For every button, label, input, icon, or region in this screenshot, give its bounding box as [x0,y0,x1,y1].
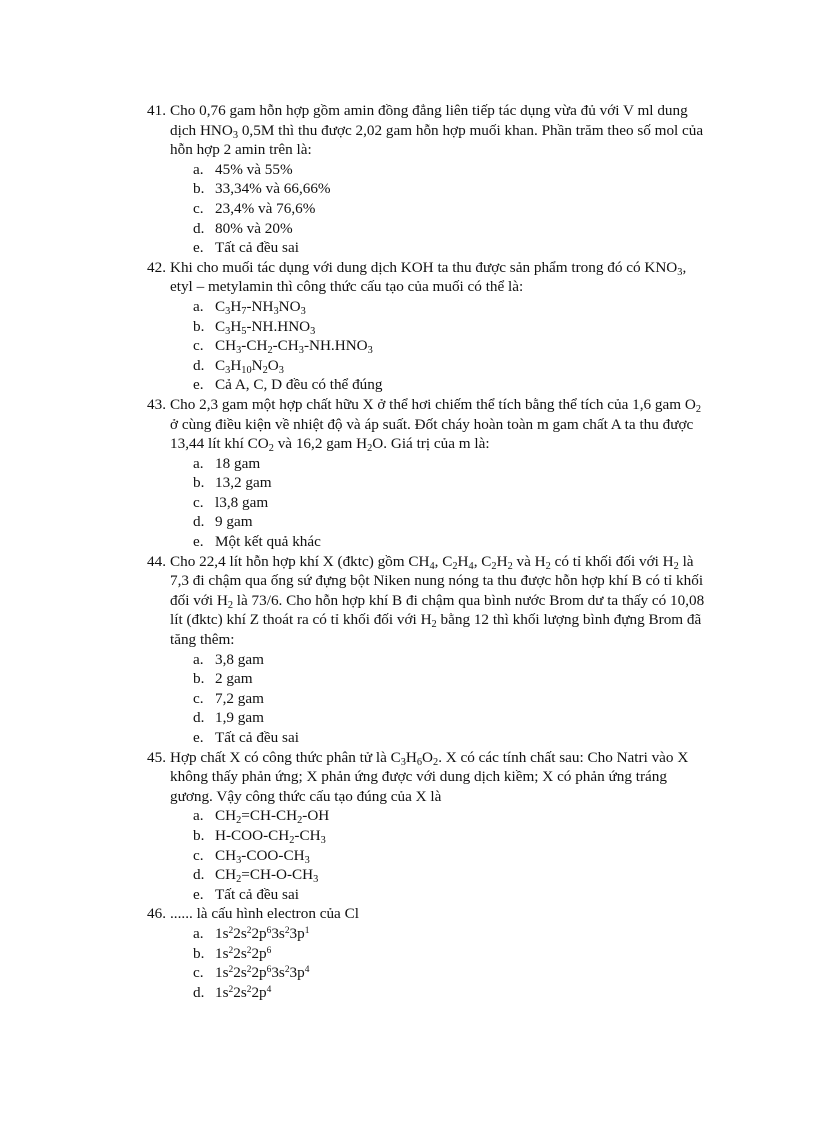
option-text: 2 gam [215,670,253,688]
option-text: $1s^22s^22p^6$ [215,944,272,962]
option-text: 45% và 55% [215,160,293,178]
answer-option [193,826,707,846]
option-letter: e. [193,376,204,394]
option-text: 18 gam [215,454,261,472]
question-stem-row [147,101,707,160]
question-number: 45. [147,748,166,766]
option-text: Tất cả đều sai [215,885,299,903]
answer-option [193,160,707,180]
question-text: Cho 22,4 lít hỗn hợp khí X (đktc) gồm $CH_4$, $C_2H_4$, $C_2H_2$ và $H_2$ có tỉ khối đối với $H_2$ là 7,3 đi chậm qua ống sứ đựng bột Niken nung nóng ta thu được hỗn hợp khí B có tỉ khối đối với $H_2$ là 73/6. Cho hỗn hợp khí B đi chậm qua bình nước Brom dư ta thấy có 10,08 lít (đktc) khí Z thoát ra có tỉ khối đối với $H_2$ bằng 12 thì khối lượng bình đựng Brom đã tăng thêm: [170,552,705,649]
answer-option [193,728,707,748]
option-text: 9 gam [215,513,253,531]
option-letter: b. [193,317,205,335]
answer-options [147,297,707,395]
answer-option [193,493,707,513]
question-stem-row [147,395,707,454]
answer-option [193,179,707,199]
option-letter: c. [193,337,204,355]
question-stem-row [147,748,707,807]
answer-option [193,708,707,728]
answer-option [193,532,707,552]
answer-option [193,865,707,885]
option-text: $C_3H_5-NH.HNO_3$ [215,317,316,337]
option-text: $C_3H_7-NH_3NO_3$ [215,297,306,317]
option-text: 3,8 gam [215,650,264,668]
option-letter: b. [193,180,205,198]
option-letter: a. [193,807,204,825]
option-letter: a. [193,650,204,668]
answer-option [193,846,707,866]
answer-option [193,944,707,964]
answer-options [147,806,707,904]
question-text: Khi cho muối tác dụng với dung dịch KOH ta thu được sản phẩm trong đó có $KNO_3$, etyl – metylamin thì công thức cấu tạo của muối có thể là: [170,258,687,296]
option-text: l3,8 gam [215,493,269,511]
answer-option [193,924,707,944]
option-text: $1s^22s^22p^63s^23p^1$ [215,924,310,942]
option-letter: c. [193,493,204,511]
answer-options [147,924,707,1002]
question-stem-row [147,904,707,924]
answer-option [193,983,707,1003]
answer-option [193,512,707,532]
option-letter: a. [193,924,204,942]
answer-options [147,160,707,258]
answer-option [193,669,707,689]
option-letter: c. [193,199,204,217]
question-number: 46. [147,905,166,923]
question-42 [147,258,707,395]
option-letter: c. [193,846,204,864]
answer-option [193,963,707,983]
option-letter: e. [193,729,204,746]
option-letter: c. [193,964,204,982]
option-letter: a. [193,454,204,472]
question-number: 43. [147,395,166,413]
question-text: Cho 0,76 gam hỗn hợp gồm amin đồng đẳng liên tiếp tác dụng vừa đủ với V ml dung dịch $HNO_3$ 0,5M thì thu được 2,02 gam hỗn hợp muối khan. Phần trăm theo số mol của hỗn hợp 2 amin trên là: [170,102,704,159]
option-text: 7,2 gam [215,689,264,707]
question-text: Cho 2,3 gam một hợp chất hữu X ở thể hơi chiếm thể tích bằng thể tích của 1,6 gam $O_2$ ở cùng điều kiện về nhiệt độ và áp suất. Đốt cháy hoàn toàn m gam chất A ta thu được 13,44 lít khí $CO_2$ và 16,2 gam $H_2O$. Giá trị của m là: [170,395,701,454]
option-text: $H-COO-CH_2-CH_3$ [215,826,326,846]
answer-option [193,199,707,219]
question-45 [147,748,707,905]
question-list [147,101,707,1002]
option-letter: b. [193,944,205,962]
option-text: Cả A, C, D đều có thể đúng [215,376,383,394]
question-number: 41. [147,102,166,119]
option-letter: d. [193,219,205,237]
option-text: $CH_3-CH_2-CH_3-NH.HNO_3$ [215,337,373,357]
option-text: 13,2 gam [215,474,272,492]
answer-option [193,356,707,376]
answer-option [193,689,707,709]
question-text: Hợp chất X có công thức phân tử là $C_3H_6O_2$. X có các tính chất sau: Cho Natri vào X không thấy phản ứng; X phản ứng được với dung dịch kiềm; X có phản ứng tráng gương. Vậy công thức cấu tạo đúng của X là [170,748,689,805]
option-letter: c. [193,689,204,707]
option-text: 23,4% và 76,6% [215,199,316,217]
answer-option [193,317,707,337]
question-46 [147,904,707,1002]
answer-options [147,650,707,748]
option-text: 1,9 gam [215,709,264,727]
option-letter: b. [193,826,205,844]
option-letter: e. [193,239,204,257]
option-text: Tất cả đều sai [215,239,299,257]
option-text: 80% và 20% [215,219,293,237]
option-text: $CH_3-COO-CH_3$ [215,846,310,866]
option-text: $1s^22s^22p^63s^23p^4$ [215,964,310,982]
question-stem-row [147,552,707,650]
option-letter: a. [193,297,204,315]
option-letter: d. [193,356,205,374]
answer-option [193,219,707,239]
answer-option [193,454,707,474]
option-letter: b. [193,474,205,492]
option-letter: d. [193,983,205,1001]
question-41 [147,101,707,258]
option-letter: a. [193,160,204,178]
answer-options [147,454,707,552]
option-letter: d. [193,513,205,531]
question-stem-row [147,258,707,297]
answer-option [193,336,707,356]
answer-option [193,650,707,670]
option-text: 33,34% và 66,66% [215,180,331,198]
option-text: Một kết quả khác [215,533,321,551]
option-text: $1s^22s^22p^4$ [215,983,272,1001]
option-letter: e. [193,885,204,903]
question-number: 44. [147,552,166,570]
answer-option [193,885,707,905]
option-text: $C_3H_{10}N_2O_3$ [215,356,284,376]
option-letter: d. [193,709,205,727]
option-letter: b. [193,670,205,688]
question-number: 42. [147,258,166,276]
question-text: ...... là cấu hình electron của Cl [170,905,359,923]
option-text: $CH_2=CH-CH_2-OH$ [215,807,330,827]
answer-option [193,238,707,258]
option-letter: e. [193,533,204,551]
question-43 [147,395,707,552]
option-text: $CH_2=CH-O-CH_3$ [215,866,319,886]
option-letter: d. [193,866,205,884]
answer-option [193,375,707,395]
answer-option [193,473,707,493]
answer-option [193,297,707,317]
answer-option [193,806,707,826]
option-text: Tất cả đều sai [215,729,299,746]
question-44 [147,552,707,748]
